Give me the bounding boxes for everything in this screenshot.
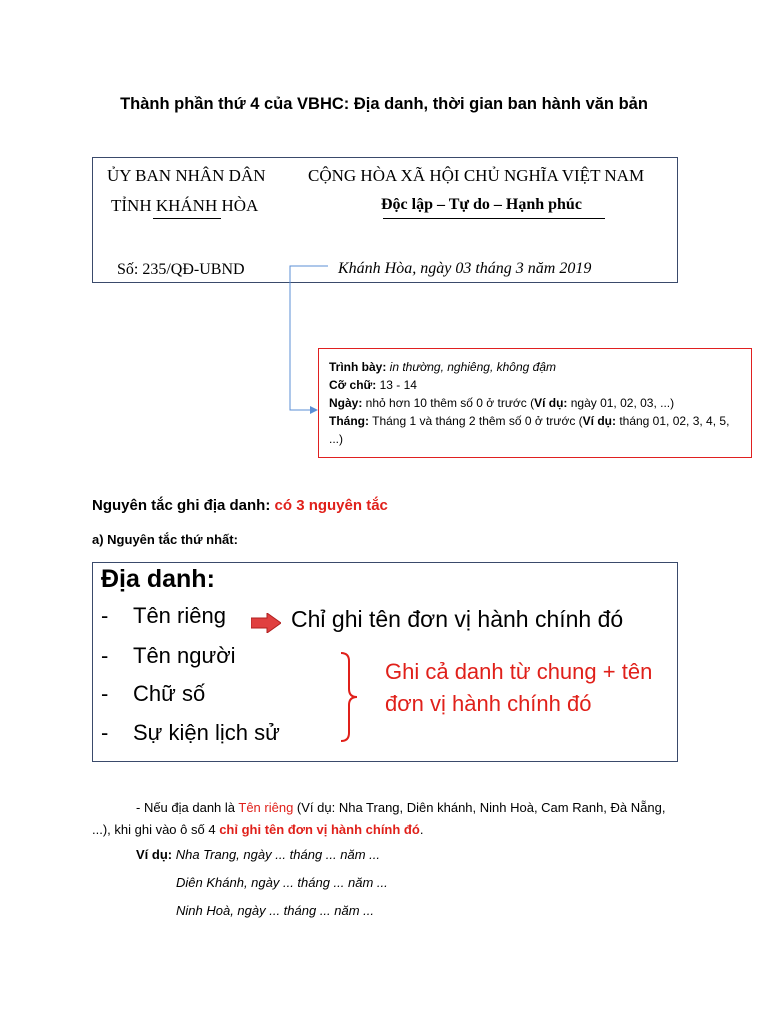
curly-brace-icon — [339, 651, 359, 743]
national-title: CỘNG HÒA XÃ HỘI CHỦ NGHĨA VIỆT NAM — [308, 166, 645, 185]
slide-title: Địa danh: — [101, 565, 215, 593]
org-name-line1: ỦY BAN NHÂN DÂN — [107, 166, 266, 185]
rule-slide — [92, 562, 678, 762]
list-item: - Chữ số — [101, 681, 206, 706]
example-line: Ví dụ: Nha Trang, ngày ... tháng ... năm ... — [136, 847, 380, 862]
list-item: - Tên riêng — [101, 603, 226, 628]
document-number: Số: 235/QĐ-UBND — [117, 261, 245, 278]
rule-common-noun: Ghi cả danh từ chung + tên đơn vị hành chính đó — [385, 659, 653, 716]
subsection-heading: a) Nguyên tắc thứ nhất: — [92, 532, 238, 547]
list-item: - Tên người — [101, 643, 236, 668]
rule-proper-name: Chỉ ghi tên đơn vị hành chính đó — [291, 606, 624, 632]
note-line-month: Tháng: Tháng 1 và tháng 2 thêm số 0 ở trước (Ví dụ: tháng 01, 02, 3, 4, 5, ...) — [329, 414, 730, 446]
right-arrow-icon — [251, 613, 281, 633]
example-line: Ninh Hoà, ngày ... tháng ... năm ... — [176, 903, 374, 918]
org-name-line2: TỈNH KHÁNH HÒA — [111, 196, 259, 215]
note-line-style: Trình bày: in thường, nghiêng, không đậm — [329, 360, 556, 374]
page-title: Thành phần thứ 4 của VBHC: Địa danh, thời gian ban hành văn bản — [120, 95, 648, 113]
section-heading: Nguyên tắc ghi địa danh: có 3 nguyên tắc — [92, 497, 388, 514]
format-note-box — [318, 348, 752, 458]
motto: Độc lập – Tự do – Hạnh phúc — [381, 196, 582, 213]
note-line-day: Ngày: nhỏ hơn 10 thêm số 0 ở trước (Ví dụ: ngày 01, 02, 03, ...) — [329, 396, 675, 410]
note-line-size: Cỡ chữ: 13 - 14 — [329, 378, 417, 392]
example-line: Diên Khánh, ngày ... tháng ... năm ... — [176, 875, 388, 890]
place-date: Khánh Hòa, ngày 03 tháng 3 năm 2019 — [338, 260, 592, 277]
explanation-paragraph: - Nếu địa danh là Tên riêng (Ví dụ: Nha Trang, Diên khánh, Ninh Hoà, Cam Ranh, Đà Nẵng, ...), khi ghi vào ô số 4 chỉ ghi tên đơn vị hành chính đó. — [92, 800, 666, 837]
list-item: - Sự kiện lịch sử — [101, 720, 280, 745]
